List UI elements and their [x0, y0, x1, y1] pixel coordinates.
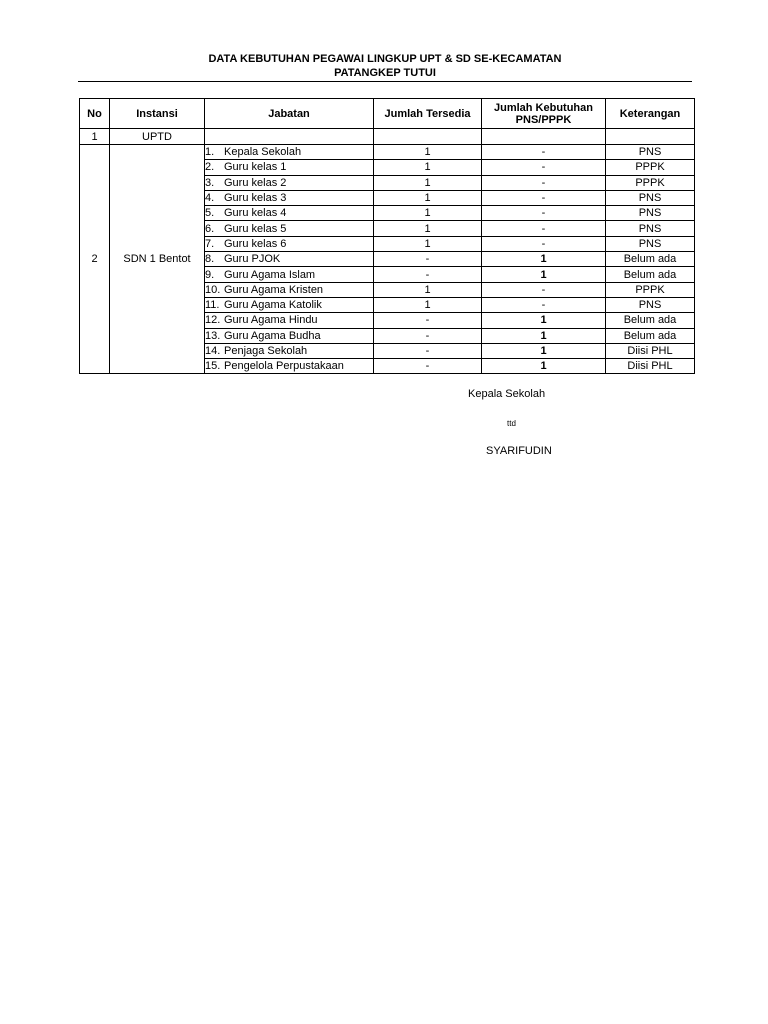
row-tersedia: - [374, 328, 482, 343]
row-tersedia [374, 129, 482, 145]
row-jabatan [205, 297, 374, 312]
row-kebutuhan: 1 [482, 313, 606, 328]
jabatan-name: Guru kelas 6 [224, 237, 287, 250]
row-no: 2 [80, 145, 110, 374]
jabatan-name: Guru kelas 4 [224, 207, 287, 220]
jabatan-name: Guru kelas 3 [224, 192, 287, 205]
signature-name: SYARIFUDIN [486, 445, 552, 457]
row-tersedia: - [374, 343, 482, 358]
jabatan-number: 13. [205, 329, 221, 342]
table-row [80, 129, 695, 145]
jabatan-name: Guru Agama Hindu [224, 314, 318, 327]
row-jabatan [205, 206, 374, 221]
row-jabatan [205, 236, 374, 251]
row-tersedia: - [374, 252, 482, 267]
staff-needs-table [79, 98, 695, 374]
jabatan-number: 1. [205, 146, 215, 159]
row-keterangan: PNS [606, 190, 695, 205]
document-title-line2: PATANGKEP TUTUI [334, 67, 436, 79]
row-tersedia: - [374, 313, 482, 328]
table-header-row [80, 99, 695, 129]
header-keterangan: Keterangan [606, 99, 695, 129]
row-kebutuhan: - [482, 236, 606, 251]
jabatan-number: 10. [205, 283, 221, 296]
row-jabatan [205, 160, 374, 175]
jabatan-name: Guru kelas 1 [224, 161, 287, 174]
row-keterangan: PPPK [606, 175, 695, 190]
table-row [80, 145, 695, 160]
row-keterangan: Belum ada [606, 313, 695, 328]
row-tersedia: 1 [374, 221, 482, 236]
row-tersedia: 1 [374, 297, 482, 312]
row-jabatan [205, 359, 374, 374]
jabatan-number: 7. [205, 237, 215, 250]
row-kebutuhan: 1 [482, 328, 606, 343]
row-keterangan: PPPK [606, 282, 695, 297]
row-keterangan: PPPK [606, 160, 695, 175]
jabatan-number: 2. [205, 161, 215, 174]
row-jabatan [205, 221, 374, 236]
row-tersedia: 1 [374, 236, 482, 251]
row-jabatan [205, 328, 374, 343]
jabatan-number: 6. [205, 222, 215, 235]
row-jabatan [205, 282, 374, 297]
row-kebutuhan: - [482, 175, 606, 190]
row-kebutuhan: - [482, 221, 606, 236]
row-jabatan [205, 252, 374, 267]
title-divider [78, 81, 692, 82]
row-keterangan: PNS [606, 236, 695, 251]
jabatan-number: 4. [205, 192, 215, 205]
jabatan-name: Guru kelas 2 [224, 176, 287, 189]
row-kebutuhan: - [482, 190, 606, 205]
row-kebutuhan: - [482, 206, 606, 221]
row-tersedia: 1 [374, 190, 482, 205]
jabatan-number: 14. [205, 345, 221, 357]
row-keterangan: PNS [606, 297, 695, 312]
row-kebutuhan: 1 [482, 252, 606, 267]
row-keterangan: Diisi PHL [606, 343, 695, 358]
jabatan-number: 8. [205, 253, 215, 266]
jabatan-name: Penjaga Sekolah [224, 345, 308, 357]
row-jabatan [205, 175, 374, 190]
row-keterangan: Belum ada [606, 252, 695, 267]
signature-role: Kepala Sekolah [468, 388, 546, 400]
jabatan-name: Guru PJOK [224, 253, 281, 266]
jabatan-name: Pengelola Perpustakaan [224, 360, 344, 373]
header-jumlah-tersedia: Jumlah Tersedia [374, 99, 482, 129]
header-jumlah-kebutuhan: Jumlah Kebutuhan PNS/PPPK [482, 99, 606, 129]
row-instansi: UPTD [110, 129, 205, 145]
header-instansi: Instansi [110, 99, 205, 129]
row-instansi: SDN 1 Bentot [110, 145, 205, 374]
signature-ttd: ttd [507, 419, 516, 428]
jabatan-name: Guru kelas 5 [224, 222, 287, 235]
row-tersedia: 1 [374, 175, 482, 190]
row-keterangan: PNS [606, 206, 695, 221]
header-jabatan: Jabatan [205, 99, 374, 129]
row-kebutuhan: - [482, 297, 606, 312]
jabatan-name: Guru Agama Islam [224, 268, 316, 281]
row-keterangan: Belum ada [606, 328, 695, 343]
row-no: 1 [80, 129, 110, 145]
row-jabatan [205, 267, 374, 282]
row-tersedia: - [374, 267, 482, 282]
row-keterangan [606, 129, 695, 145]
row-jabatan [205, 313, 374, 328]
row-jabatan [205, 343, 374, 358]
row-tersedia: 1 [374, 282, 482, 297]
row-tersedia: 1 [374, 145, 482, 160]
jabatan-name: Guru Agama Kristen [224, 283, 324, 296]
row-kebutuhan: - [482, 160, 606, 175]
jabatan-name: Guru Agama Katolik [224, 299, 322, 312]
row-keterangan: Belum ada [606, 267, 695, 282]
row-keterangan: Diisi PHL [606, 359, 695, 374]
row-jabatan [205, 129, 374, 145]
row-tersedia: 1 [374, 206, 482, 221]
row-kebutuhan: 1 [482, 359, 606, 374]
row-tersedia: - [374, 359, 482, 374]
jabatan-number: 9. [205, 268, 215, 281]
jabatan-name: Kepala Sekolah [224, 146, 302, 159]
row-keterangan: PNS [606, 145, 695, 160]
row-jabatan [205, 190, 374, 205]
jabatan-number: 11. [205, 299, 220, 312]
header-no: No [80, 99, 110, 129]
row-tersedia: 1 [374, 160, 482, 175]
jabatan-name: Guru Agama Budha [224, 329, 321, 342]
row-kebutuhan [482, 129, 606, 145]
row-jabatan [205, 145, 374, 160]
jabatan-number: 12. [205, 314, 221, 327]
row-keterangan: PNS [606, 221, 695, 236]
row-kebutuhan: - [482, 282, 606, 297]
jabatan-number: 15. [205, 360, 221, 373]
jabatan-number: 3. [205, 176, 215, 189]
jabatan-number: 5. [205, 207, 215, 220]
row-kebutuhan: 1 [482, 343, 606, 358]
document-title-line1: DATA KEBUTUHAN PEGAWAI LINGKUP UPT & SD SE-KECAMATAN [208, 53, 562, 65]
row-kebutuhan: 1 [482, 267, 606, 282]
row-kebutuhan: - [482, 145, 606, 160]
